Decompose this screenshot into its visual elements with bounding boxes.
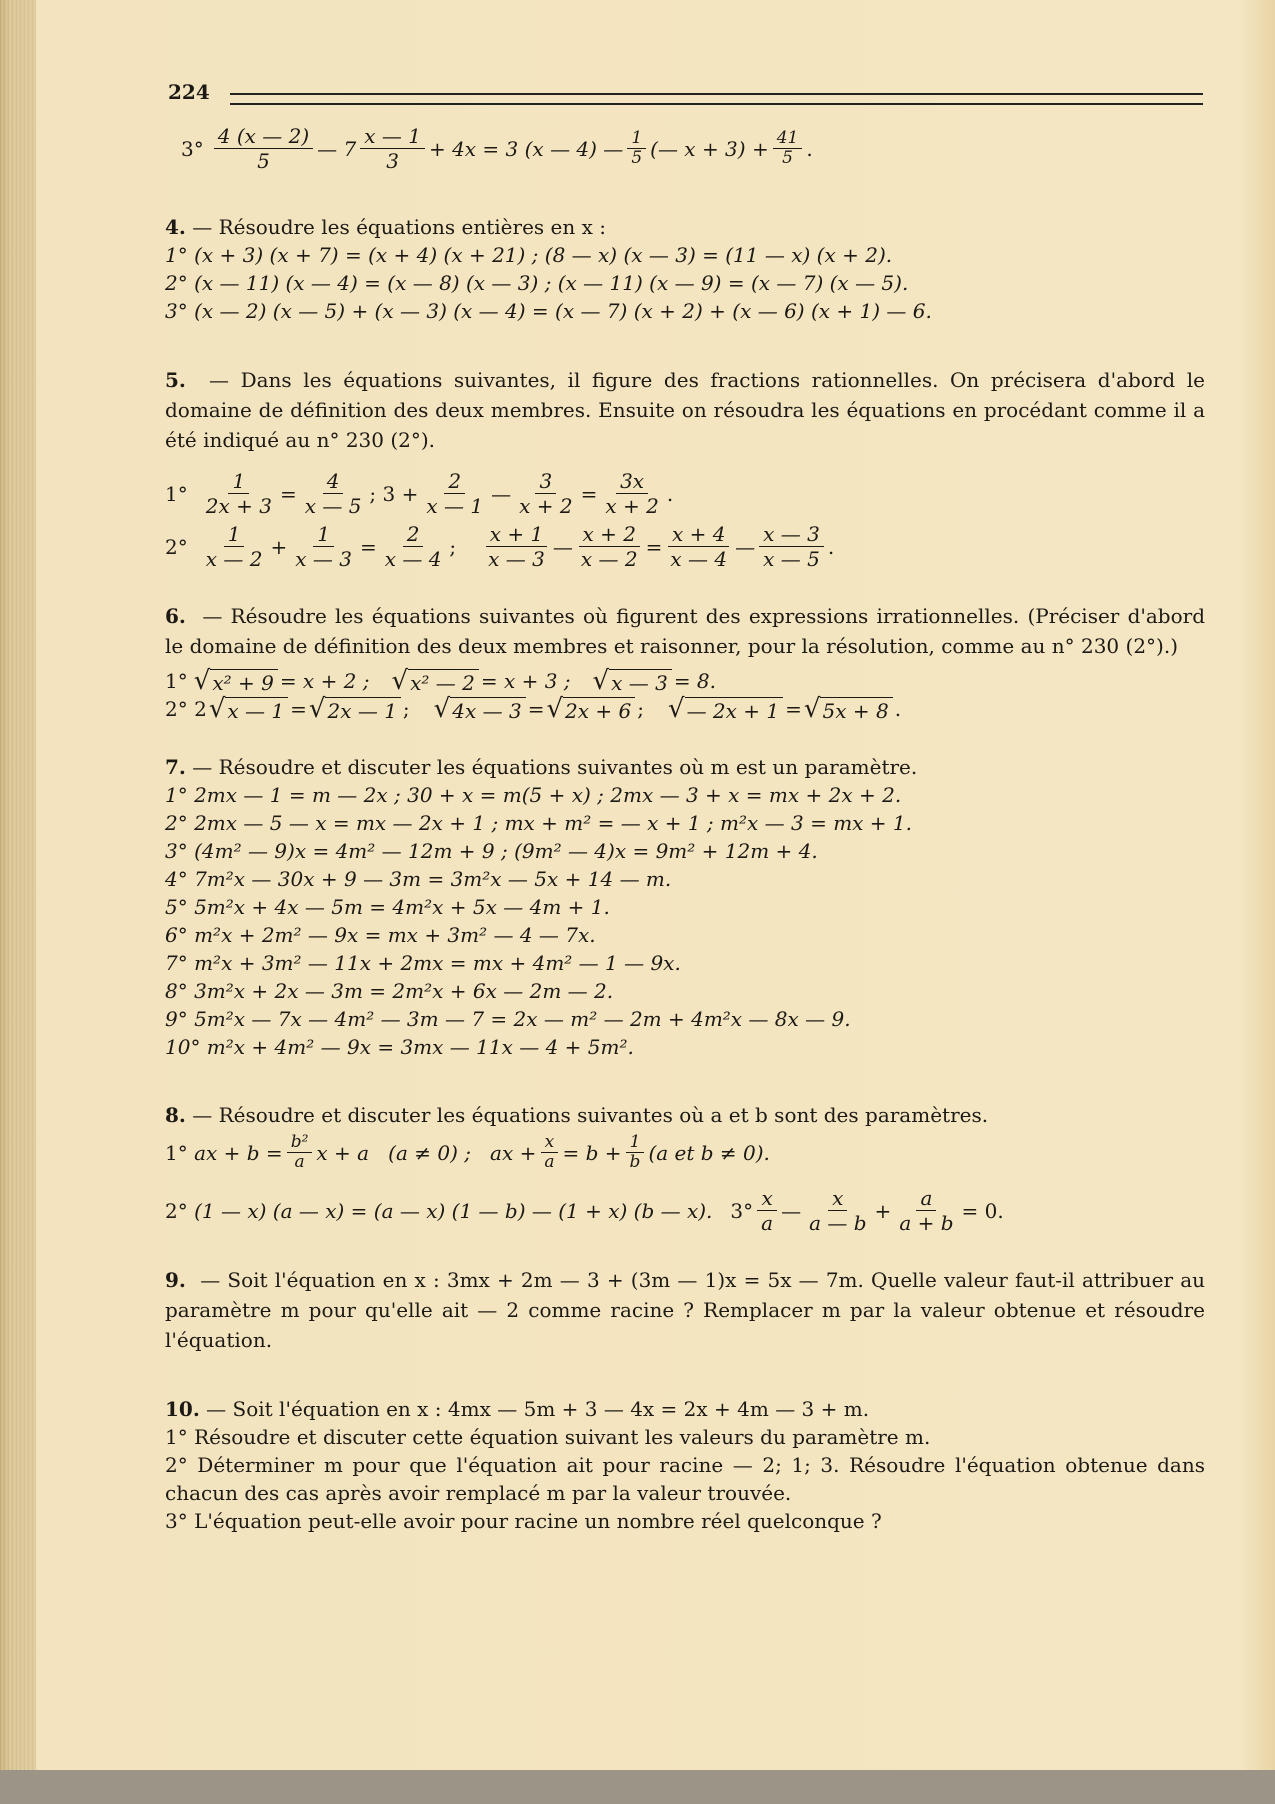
square-root: √ x — 3 bbox=[593, 667, 672, 695]
ex8-equations-2 bbox=[165, 1186, 1205, 1235]
ex7-line-6: 6° m²x + 2m² — 9x = mx + 3m² — 4 — 7x. bbox=[165, 923, 596, 947]
page-binding-edge bbox=[0, 0, 36, 1804]
ex9-statement bbox=[165, 1265, 1205, 1355]
square-root: √ 2x — 1 bbox=[309, 695, 401, 723]
math-text: = 0. bbox=[961, 1198, 1004, 1223]
ex7-line-5: 5° 5m²x + 4x — 5m = 4m²x + 5x — 4m + 1. bbox=[165, 895, 610, 919]
exercise-number: 9. bbox=[165, 1268, 186, 1292]
exercise-text: — Dans les équations suivantes, il figure des fractions rationnelles. On précisera d'abord le domaine de définition des deux membres. Ensuite on résoudra les équations en procédant comme il a été indiqué au n° 230 (2°). bbox=[165, 368, 1206, 452]
ex6-equations-1 bbox=[165, 667, 1205, 695]
ex7-line-1: 1° 2mx — 1 = m — 2x ; 30 + x = m(5 + x) ; 2mx — 3 + x = mx + 2x + 2. bbox=[165, 783, 902, 807]
exercise-title: — Résoudre et discuter les équations suivantes où m est un paramètre. bbox=[192, 755, 918, 779]
ex5-statement bbox=[165, 365, 1205, 455]
square-root: √ — 2x + 1 bbox=[668, 695, 783, 723]
math-text: (1 — x) (a — x) = (a — x) (1 — b) — (1 + x) (b — x). bbox=[194, 1198, 713, 1223]
exercise-number: 8. bbox=[165, 1103, 186, 1127]
exercise-title: — Résoudre et discuter les équations suivantes où a et b sont des paramètres. bbox=[192, 1103, 989, 1127]
math-text: ax + b = bbox=[194, 1140, 283, 1165]
math-text: (a et b ≠ 0). bbox=[648, 1140, 770, 1165]
exercise-number: 5. bbox=[165, 368, 186, 392]
ex7-heading bbox=[165, 753, 1205, 781]
ex7-line-4: 4° 7m²x — 30x + 9 — 3m = 3m²x — 5x + 14 — m. bbox=[165, 867, 672, 891]
scan-bottom-band bbox=[0, 1770, 1275, 1804]
exercise-number: 4. bbox=[165, 215, 186, 239]
fraction: $\frac{4}{x — 5}$ bbox=[304, 469, 362, 518]
period: . bbox=[894, 697, 902, 721]
math-text: ; 3 + bbox=[369, 481, 419, 506]
period: . bbox=[806, 136, 813, 161]
fraction: $\frac{1}{5}$ bbox=[627, 129, 646, 168]
ex5-equations-1 bbox=[165, 469, 1205, 518]
math-text: (— x + 3) + bbox=[650, 136, 769, 161]
ordinal: 3° bbox=[181, 136, 204, 161]
exercise-title: — Soit l'équation en x : 4mx — 5m + 3 — 4x = 2x + 4m — 3 + m. bbox=[206, 1397, 870, 1421]
fraction: $\frac{1}{b}$ bbox=[626, 1133, 645, 1172]
math-text: = bbox=[359, 534, 377, 559]
ex10-question-1: 1° Résoudre et discuter cette équation suivant les valeurs du paramètre m. bbox=[165, 1425, 931, 1449]
ex4-heading bbox=[165, 213, 1205, 241]
fraction: $\frac{4 (x — 2)}{5}$ bbox=[214, 124, 313, 173]
fraction: $\frac{2}{x — 4}$ bbox=[384, 522, 442, 571]
math-text: + bbox=[874, 1198, 892, 1223]
square-root: √ x — 1 bbox=[209, 695, 288, 723]
ex6-statement bbox=[165, 601, 1205, 661]
fraction: $\frac{x}{a — b}$ bbox=[809, 1186, 867, 1235]
square-root: √ x² + 9 bbox=[194, 667, 278, 695]
math-text: = b + bbox=[562, 1140, 622, 1165]
square-root: √ 4x — 3 bbox=[434, 695, 526, 723]
fraction: $\frac{\text{b²}}{a}$ bbox=[287, 1133, 313, 1172]
fraction: $\frac{1}{x — 2}$ bbox=[205, 522, 263, 571]
square-root: √ 2x + 6 bbox=[546, 695, 635, 723]
ex7-line-9: 9° 5m²x — 7x — 4m² — 3m — 7 = 2x — m² — 2m + 4m²x — 8x — 9. bbox=[165, 1007, 851, 1031]
fraction: $\frac{2}{x — 1}$ bbox=[426, 469, 484, 518]
fraction: $\frac{x}{a}$ bbox=[757, 1186, 777, 1235]
math-text: = bbox=[290, 697, 307, 721]
exercise-list bbox=[165, 118, 1205, 1535]
ex6-equations-2 bbox=[165, 695, 1205, 723]
math-text: + 4x = 3 (x — 4) — bbox=[428, 136, 624, 161]
math-text: = bbox=[527, 697, 545, 721]
exercise-number: 7. bbox=[165, 755, 186, 779]
math-text: = bbox=[645, 534, 663, 559]
fraction: $\frac{x — 1}{3}$ bbox=[360, 124, 425, 173]
math-text: 2 bbox=[194, 697, 207, 721]
ex10-question-2: 2° Déterminer m pour que l'équation ait pour racine — 2; 1; 3. Résoudre l'équation obtenue dans chacun des cas après avoir remplacé m par la valeur trouvée. bbox=[165, 1453, 1205, 1505]
math-text: + bbox=[270, 534, 288, 559]
page-header bbox=[168, 80, 1203, 110]
math-text: x + a (a ≠ 0) ; ax + bbox=[316, 1140, 537, 1165]
ordinal: 1° bbox=[165, 1140, 188, 1165]
fraction: $\frac{3}{x + 2}$ bbox=[519, 469, 573, 518]
period: . bbox=[666, 481, 674, 506]
ex7-line-7: 7° m²x + 3m² — 11x + 2mx = mx + 4m² — 1 — 9x. bbox=[165, 951, 681, 975]
math-text: = bbox=[580, 481, 598, 506]
exercise-number: 10. bbox=[165, 1397, 200, 1421]
math-text: ; bbox=[402, 697, 410, 721]
fraction: $\frac{x + 2}{x — 2}$ bbox=[577, 522, 642, 571]
fraction: $\frac{1}{2x + 3}$ bbox=[205, 469, 272, 518]
fraction: $\frac{x + 1}{x — 3}$ bbox=[484, 522, 549, 571]
ordinal: 1° bbox=[165, 481, 188, 506]
ex8-equations-1 bbox=[165, 1133, 1205, 1172]
square-root: √ x² — 2 bbox=[392, 667, 479, 695]
ex7-line-3: 3° (4m² — 9)x = 4m² — 12m + 9 ; (9m² — 4)x = 9m² + 12m + 4. bbox=[165, 839, 818, 863]
ordinal: 2° bbox=[165, 697, 188, 721]
math-text: — bbox=[735, 534, 756, 559]
exercise-number: 6. bbox=[165, 604, 186, 628]
page-number: 224 bbox=[168, 80, 210, 104]
math-text: — bbox=[552, 534, 573, 559]
math-text: = bbox=[785, 697, 802, 721]
ex7-line-10: 10° m²x + 4m² — 9x = 3mx — 11x — 4 + 5m². bbox=[165, 1035, 634, 1059]
ex4-line-1: 1° (x + 3) (x + 7) = (x + 4) (x + 21) ; (8 — x) (x — 3) = (11 — x) (x + 2). bbox=[165, 243, 893, 267]
math-text: ; bbox=[449, 534, 457, 559]
period: . bbox=[827, 534, 835, 559]
ex10-heading bbox=[165, 1395, 1205, 1423]
math-text: = x + 2 ; bbox=[279, 669, 370, 693]
fraction: $\frac{41}{5}$ bbox=[773, 129, 803, 168]
header-double-rule bbox=[230, 93, 1203, 105]
fraction: $\frac{x — 3}{x — 5}$ bbox=[759, 522, 824, 571]
ex5-equations-2 bbox=[165, 522, 1205, 571]
ordinal: 2° bbox=[165, 1198, 188, 1223]
exercise-text: — Résoudre les équations suivantes où figurent des expressions irrationnelles. (Préciser d'abord le domaine de définition des deux membres et raisonner, pour la résolution, comme au n° 230 (2°).) bbox=[165, 604, 1206, 658]
ex8-heading bbox=[165, 1101, 1205, 1129]
ex4-line-2: 2° (x — 11) (x — 4) = (x — 8) (x — 3) ; (x — 11) (x — 9) = (x — 7) (x — 5). bbox=[165, 271, 909, 295]
ordinal: 1° bbox=[165, 669, 188, 693]
fraction: $\frac{1}{x — 3}$ bbox=[295, 522, 352, 571]
ex4-line-3: 3° (x — 2) (x — 5) + (x — 3) (x — 4) = (x — 7) (x + 2) + (x — 6) (x + 1) — 6. bbox=[165, 299, 932, 323]
math-text: ; bbox=[637, 697, 644, 721]
math-text: = x + 3 ; bbox=[480, 669, 571, 693]
math-text: — bbox=[491, 481, 512, 506]
exercise-title: — Résoudre les équations entières en x : bbox=[192, 215, 606, 239]
ex3-equation bbox=[181, 124, 1205, 173]
fraction: $\frac{x}{a}$ bbox=[540, 1133, 558, 1172]
exercise-text: — Soit l'équation en x : 3mx + 2m — 3 + (3m — 1)x = 5x — 7m. Quelle valeur faut-il attribuer au paramètre m pour qu'elle ait — 2 comme racine ? Remplacer m par la valeur obtenue et résoudre l'équation. bbox=[165, 1268, 1205, 1352]
ordinal: 3° bbox=[730, 1198, 754, 1223]
math-text: — bbox=[781, 1198, 802, 1223]
fraction: $\frac{3x}{x + 2}$ bbox=[605, 469, 659, 518]
ex7-line-8: 8° 3m²x + 2x — 3m = 2m²x + 6x — 2m — 2. bbox=[165, 979, 614, 1003]
fraction: $\frac{a}{a + b}$ bbox=[899, 1186, 954, 1235]
square-root: √ 5x + 8 bbox=[804, 695, 893, 723]
math-text: = 8. bbox=[673, 669, 717, 693]
math-text: = bbox=[279, 481, 297, 506]
ex10-question-3: 3° L'équation peut-elle avoir pour racine un nombre réel quelconque ? bbox=[165, 1509, 882, 1533]
ex7-line-2: 2° 2mx — 5 — x = mx — 2x + 1 ; mx + m² = — x + 1 ; m²x — 3 = mx + 1. bbox=[165, 811, 913, 835]
math-text: — 7 bbox=[317, 136, 357, 161]
ordinal: 2° bbox=[165, 534, 188, 559]
fraction: $\frac{x + 4}{x — 4}$ bbox=[666, 522, 731, 571]
